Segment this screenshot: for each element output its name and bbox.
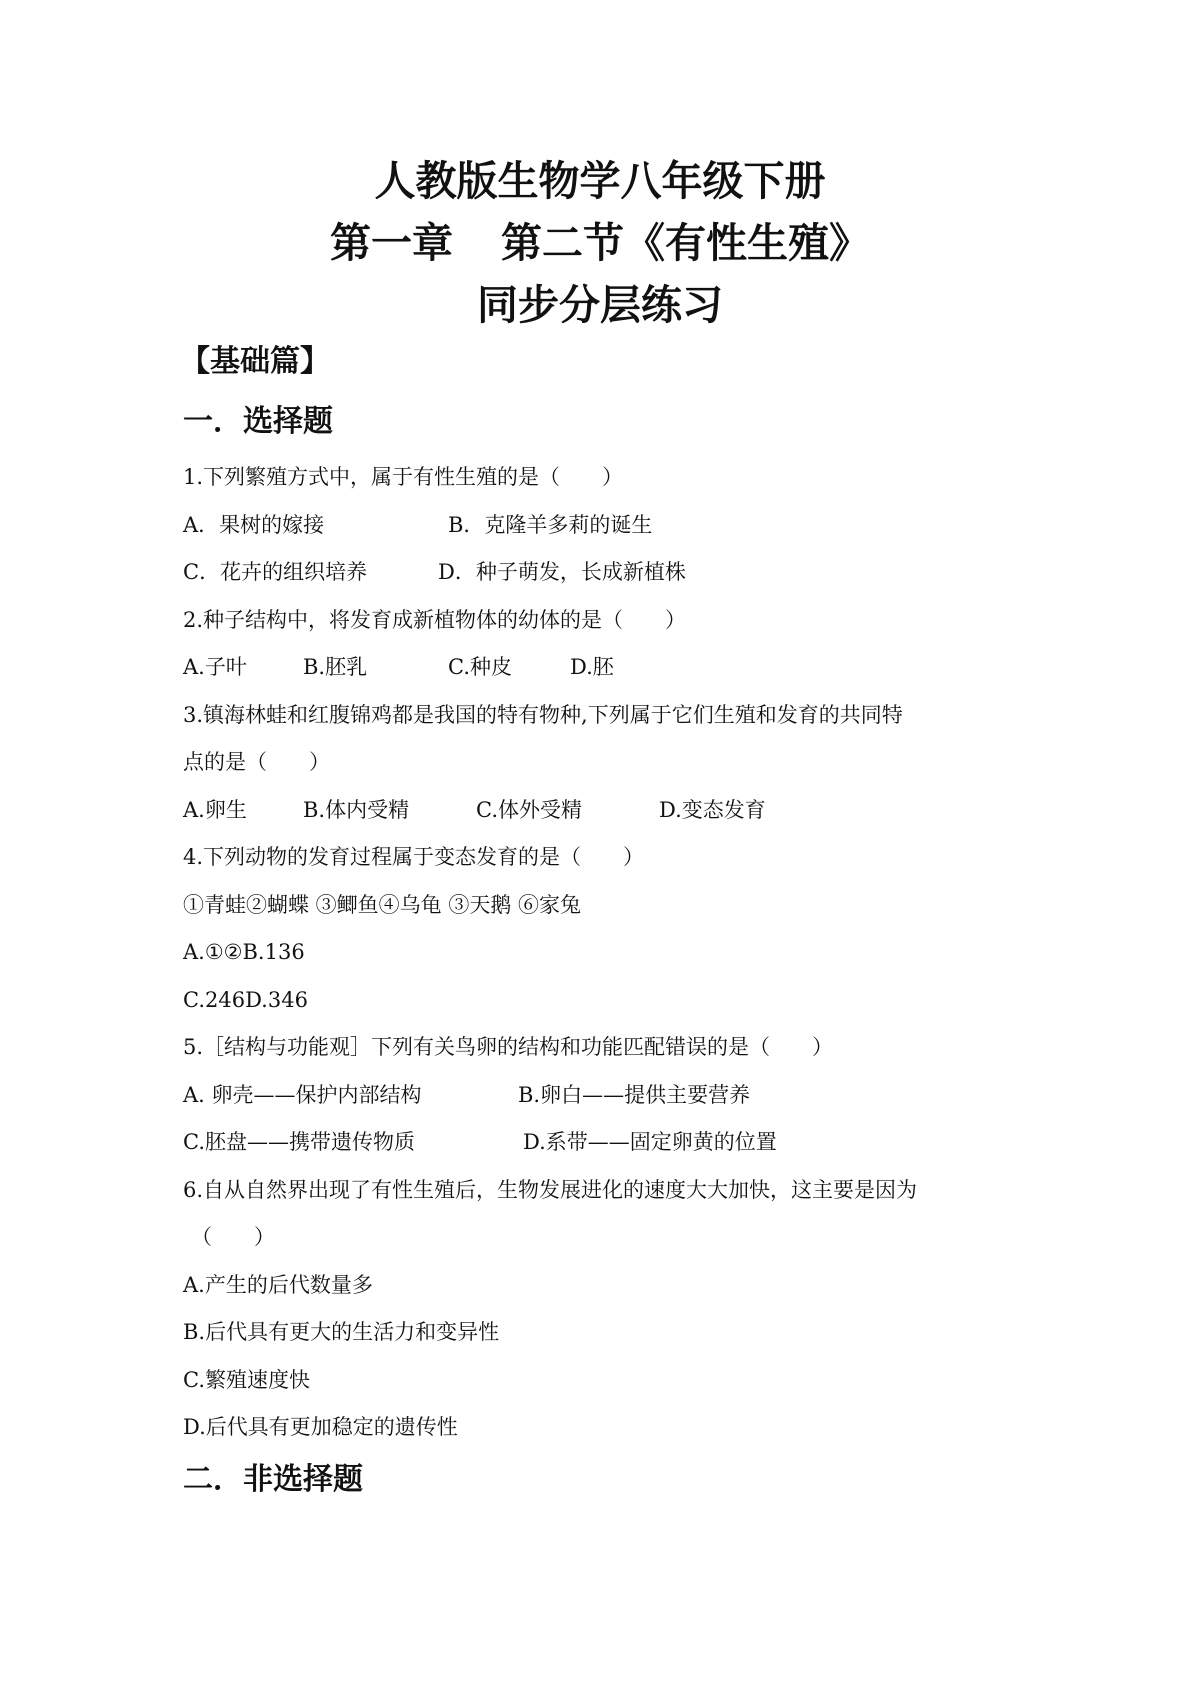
q5-option-c: C.胚盘——携带遗传物质	[183, 1130, 415, 1154]
q5-options-row1	[183, 1072, 1043, 1120]
title-line-2	[0, 212, 1200, 274]
q3-option-a: A.卵生	[183, 797, 247, 822]
title-line-3: 同步分层练习	[477, 281, 723, 329]
q1-option-c: C．花卉的组织培养	[183, 560, 368, 584]
part1-heading: 一．选择题	[183, 404, 333, 439]
q5-option-d: D.系带——固定卵黄的位置	[523, 1130, 777, 1154]
title-section: 第二节《有性生殖》	[501, 219, 870, 267]
q2-option-d: D.胚	[570, 655, 614, 679]
q6-option-b: B.后代具有更大的生活力和变异性	[183, 1320, 500, 1344]
q3-option-c: C.体外受精	[476, 797, 582, 822]
part2-heading: 二．非选择题	[183, 1461, 363, 1497]
q2-stem: 2.种子结构中，将发育成新植物体的幼体的是（ ）	[183, 607, 687, 632]
q5-option-a: A. 卵壳——保护内部结构	[183, 1082, 422, 1107]
q4-options-cd: C.246D.346	[183, 987, 308, 1012]
q3-option-b: B.体内受精	[303, 797, 410, 822]
q2-option-c: C.种皮	[448, 655, 512, 679]
q5-option-b: B.卵白——提供主要营养	[518, 1082, 751, 1107]
q1-option-b: B．克隆羊多莉的诞生	[448, 512, 653, 537]
q4-stem: 4.下列动物的发育过程属于变态发育的是（ ）	[183, 845, 645, 869]
q6-stem-line1: 6.自从自然界出现了有性生殖后，生物发展进化的速度大大加快，这主要是因为	[183, 1177, 918, 1202]
q6-option-c: C.繁殖速度快	[183, 1367, 310, 1392]
q3-option-d: D.变态发育	[659, 797, 766, 822]
q1-options-row1	[183, 502, 1043, 550]
q5-options-row2	[183, 1119, 1043, 1167]
title-line-1: 人教版生物学八年级下册	[374, 157, 826, 205]
q1-option-d: D．种子萌发，长成新植株	[438, 560, 686, 584]
q1-option-a: A．果树的嫁接	[183, 512, 325, 537]
q6-stem-line2: （ ）	[191, 1225, 275, 1249]
q1-options-row2	[183, 549, 1043, 597]
q3-options	[183, 787, 1043, 835]
q3-stem-line2: 点的是（ ）	[183, 750, 330, 774]
document-title	[0, 150, 1200, 336]
q6-option-d: D.后代具有更加稳定的遗传性	[183, 1415, 458, 1439]
q4-options-ab: A.①②B.136	[183, 940, 305, 964]
q1-stem: 1.下列繁殖方式中，属于有性生殖的是（ ）	[183, 465, 624, 489]
title-chapter: 第一章	[330, 219, 453, 267]
q2-option-a: A.子叶	[183, 655, 247, 679]
q4-items: ①青蛙②蝴蝶 ③鲫鱼④乌龟 ③天鹅 ⑥家兔	[183, 892, 582, 917]
document-body	[180, 342, 1043, 1500]
q6-option-a: A.产生的后代数量多	[183, 1272, 373, 1297]
q2-options	[183, 644, 1043, 692]
q5-stem: 5.［结构与功能观］下列有关鸟卵的结构和功能匹配错误的是（ ）	[183, 1035, 834, 1059]
q3-stem-line1: 3.镇海林蛙和红腹锦鸡都是我国的特有物种,下列属于它们生殖和发育的共同特	[183, 702, 903, 727]
q2-option-b: B.胚乳	[303, 655, 368, 679]
section-basic-label: 【基础篇】	[180, 344, 330, 379]
